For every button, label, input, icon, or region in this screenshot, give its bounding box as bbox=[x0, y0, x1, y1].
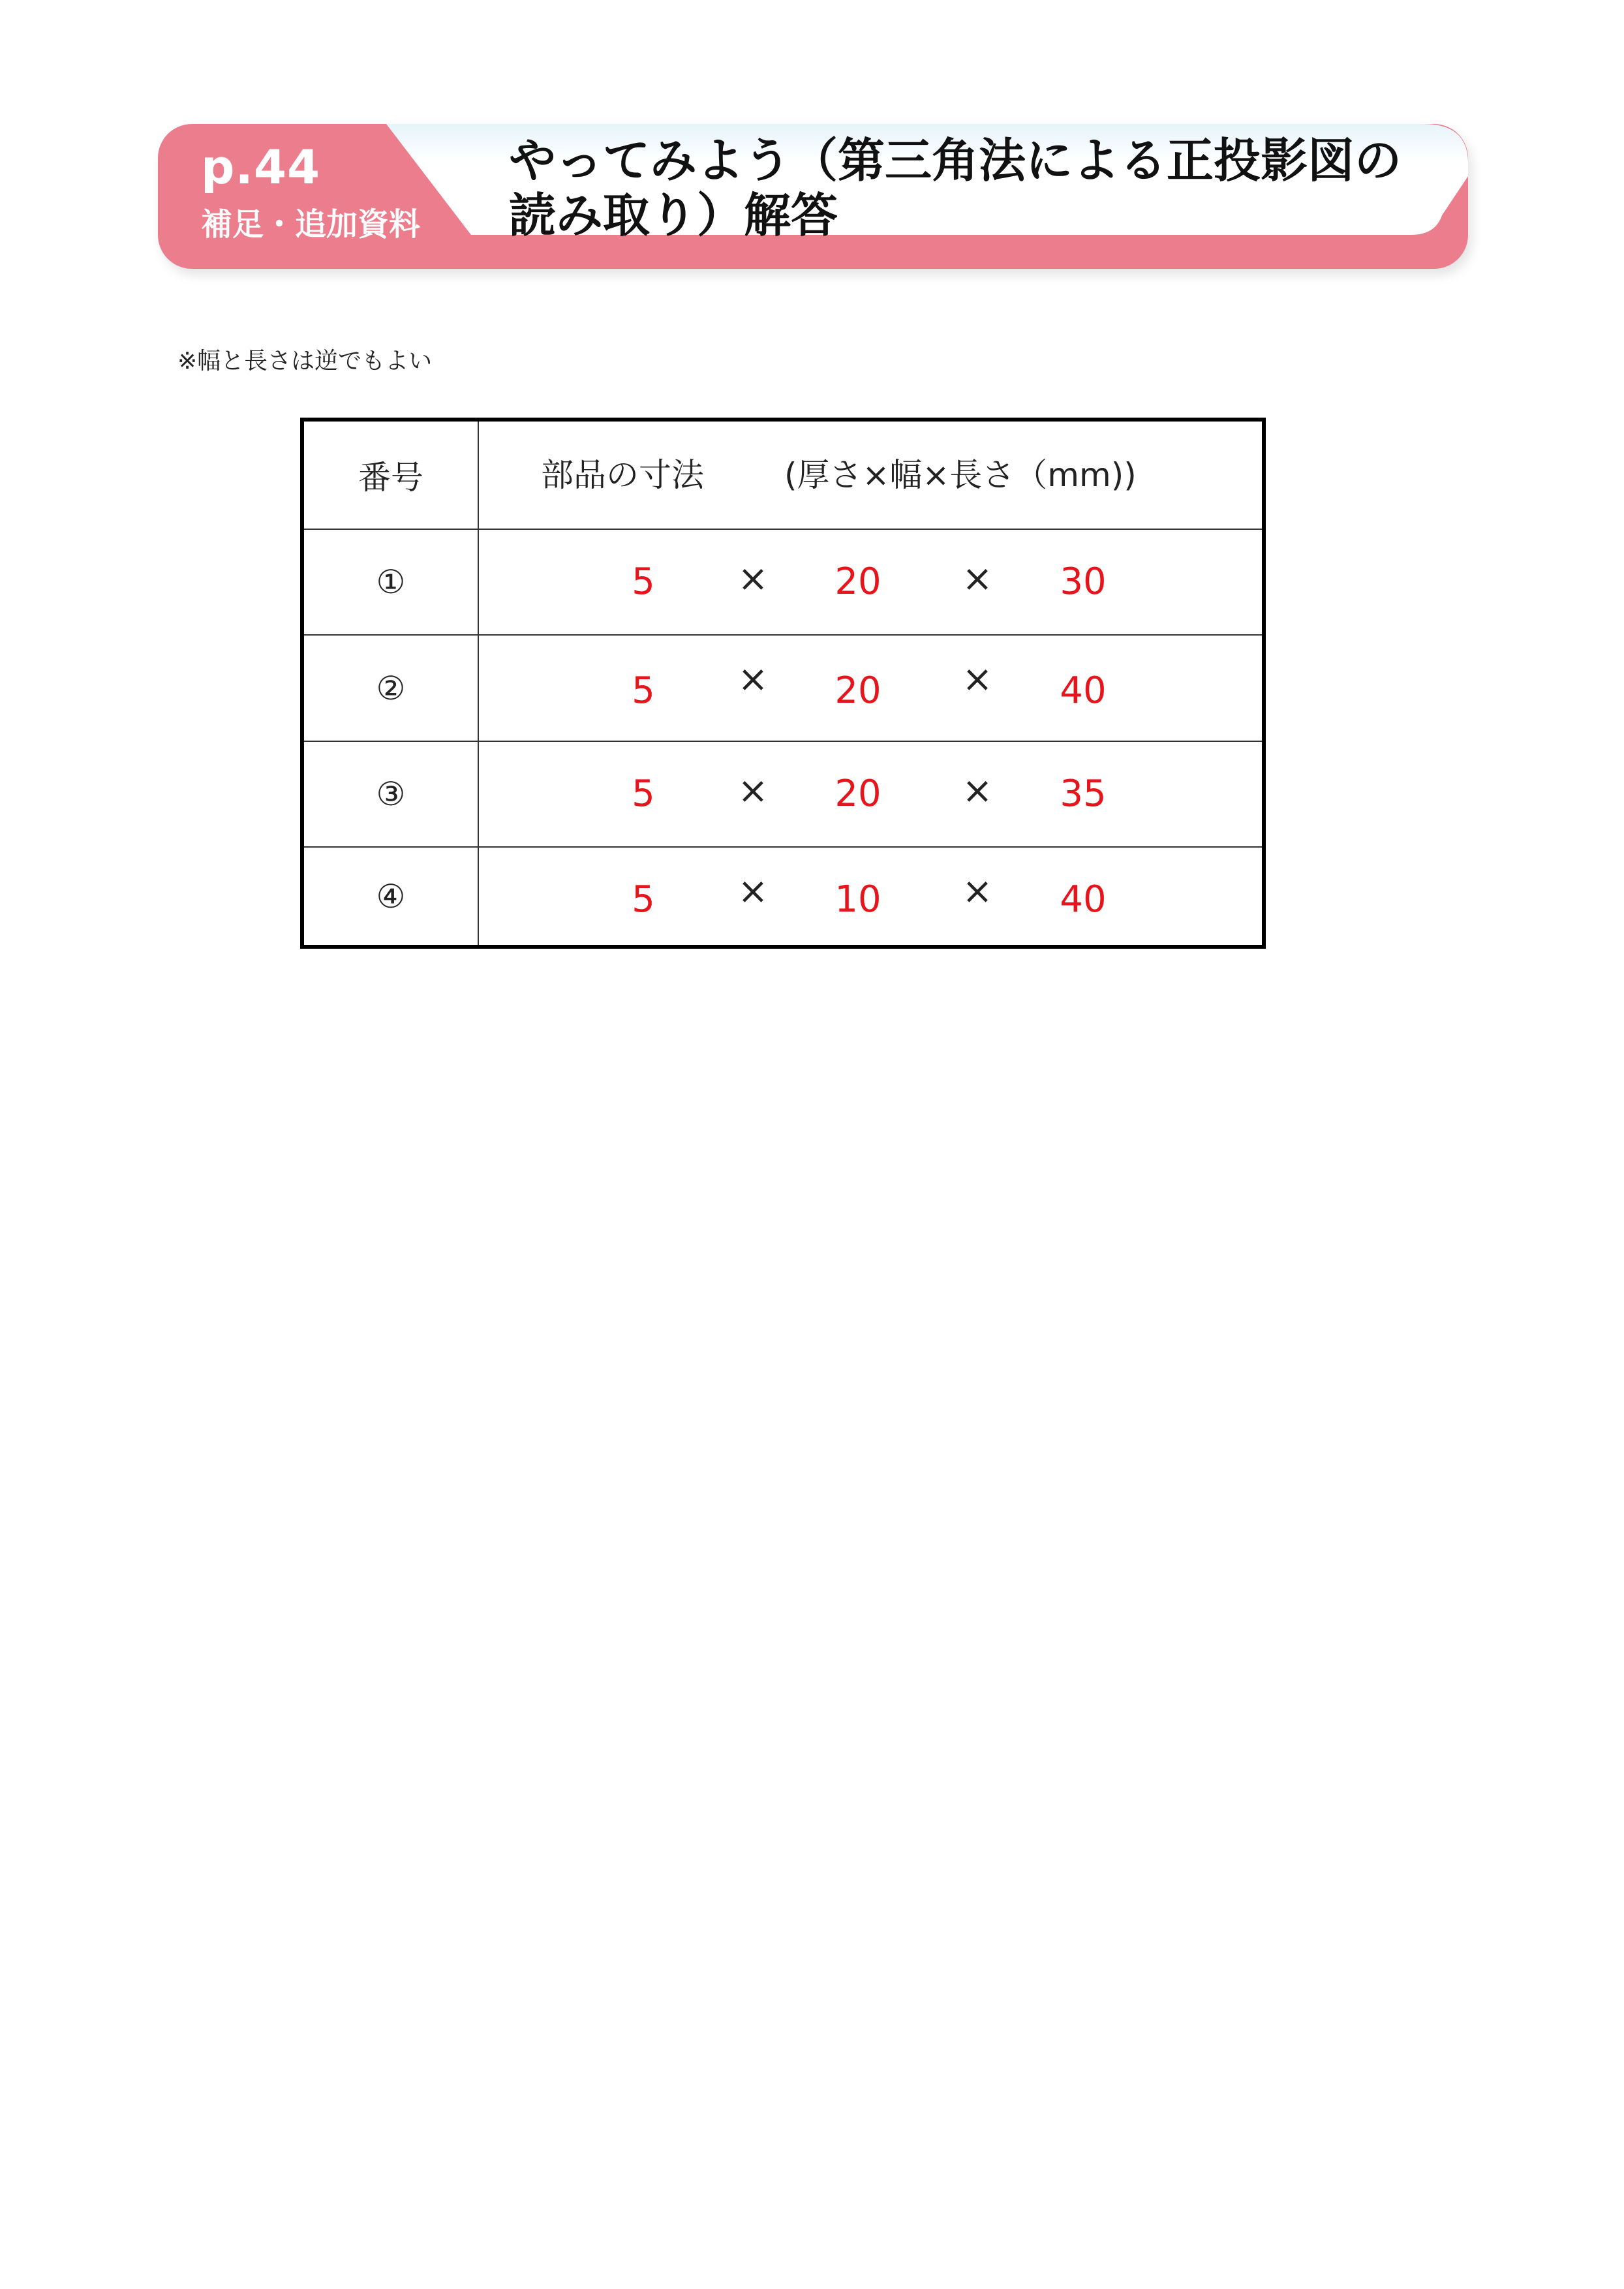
row-dims bbox=[479, 530, 1262, 634]
thickness-value: 5 bbox=[632, 773, 655, 815]
times-symbol: × bbox=[737, 870, 769, 913]
row-number bbox=[304, 636, 479, 741]
table-row bbox=[304, 636, 1262, 742]
times-symbol: × bbox=[962, 658, 993, 701]
times-symbol: × bbox=[737, 658, 769, 701]
row-number bbox=[304, 742, 479, 846]
width-value: 10 bbox=[835, 878, 881, 921]
row-number-label: ① bbox=[376, 563, 406, 601]
width-value: 20 bbox=[835, 561, 881, 603]
row-number-label: ③ bbox=[376, 775, 406, 813]
row-number bbox=[304, 530, 479, 634]
row-number-label: ④ bbox=[376, 877, 406, 915]
thickness-value: 5 bbox=[632, 669, 655, 713]
table-row bbox=[304, 848, 1262, 945]
length-value: 40 bbox=[1060, 669, 1107, 713]
length-value: 30 bbox=[1060, 561, 1107, 603]
thickness-value: 5 bbox=[632, 878, 655, 921]
page-number: p.44 bbox=[201, 140, 321, 194]
table-row bbox=[304, 742, 1262, 848]
width-value: 20 bbox=[835, 669, 881, 713]
row-dims bbox=[479, 636, 1262, 741]
header-number-label: 番号 bbox=[358, 459, 423, 497]
length-value: 40 bbox=[1060, 878, 1107, 921]
dimensions-table bbox=[300, 418, 1266, 949]
header-dims-detail: (厚さ×幅×長さ（mm)) bbox=[784, 456, 1137, 494]
times-symbol: × bbox=[737, 769, 769, 812]
times-symbol: × bbox=[962, 870, 993, 913]
times-symbol: × bbox=[962, 557, 993, 600]
row-dims bbox=[479, 742, 1262, 846]
length-value: 35 bbox=[1060, 773, 1107, 815]
page-title: やってみよう（第三角法による正投影図の読み取り）解答 bbox=[509, 133, 1402, 243]
thickness-value: 5 bbox=[632, 561, 655, 603]
section-label: 補足・追加資料 bbox=[201, 206, 421, 243]
table-row bbox=[304, 530, 1262, 636]
header-banner bbox=[158, 124, 1468, 269]
width-value: 20 bbox=[835, 773, 881, 815]
note-text: ※幅と長さは逆でもよい bbox=[177, 348, 433, 375]
row-number-label: ② bbox=[376, 669, 406, 707]
times-symbol: × bbox=[737, 557, 769, 600]
header-number-cell bbox=[304, 422, 479, 529]
times-symbol: × bbox=[962, 769, 993, 812]
row-number bbox=[304, 848, 479, 945]
row-dims bbox=[479, 848, 1262, 945]
table-header-row bbox=[304, 422, 1262, 530]
header-dims-cell bbox=[479, 422, 1262, 529]
banner-background bbox=[158, 124, 1468, 269]
header-dims-label: 部品の寸法 bbox=[541, 456, 704, 494]
